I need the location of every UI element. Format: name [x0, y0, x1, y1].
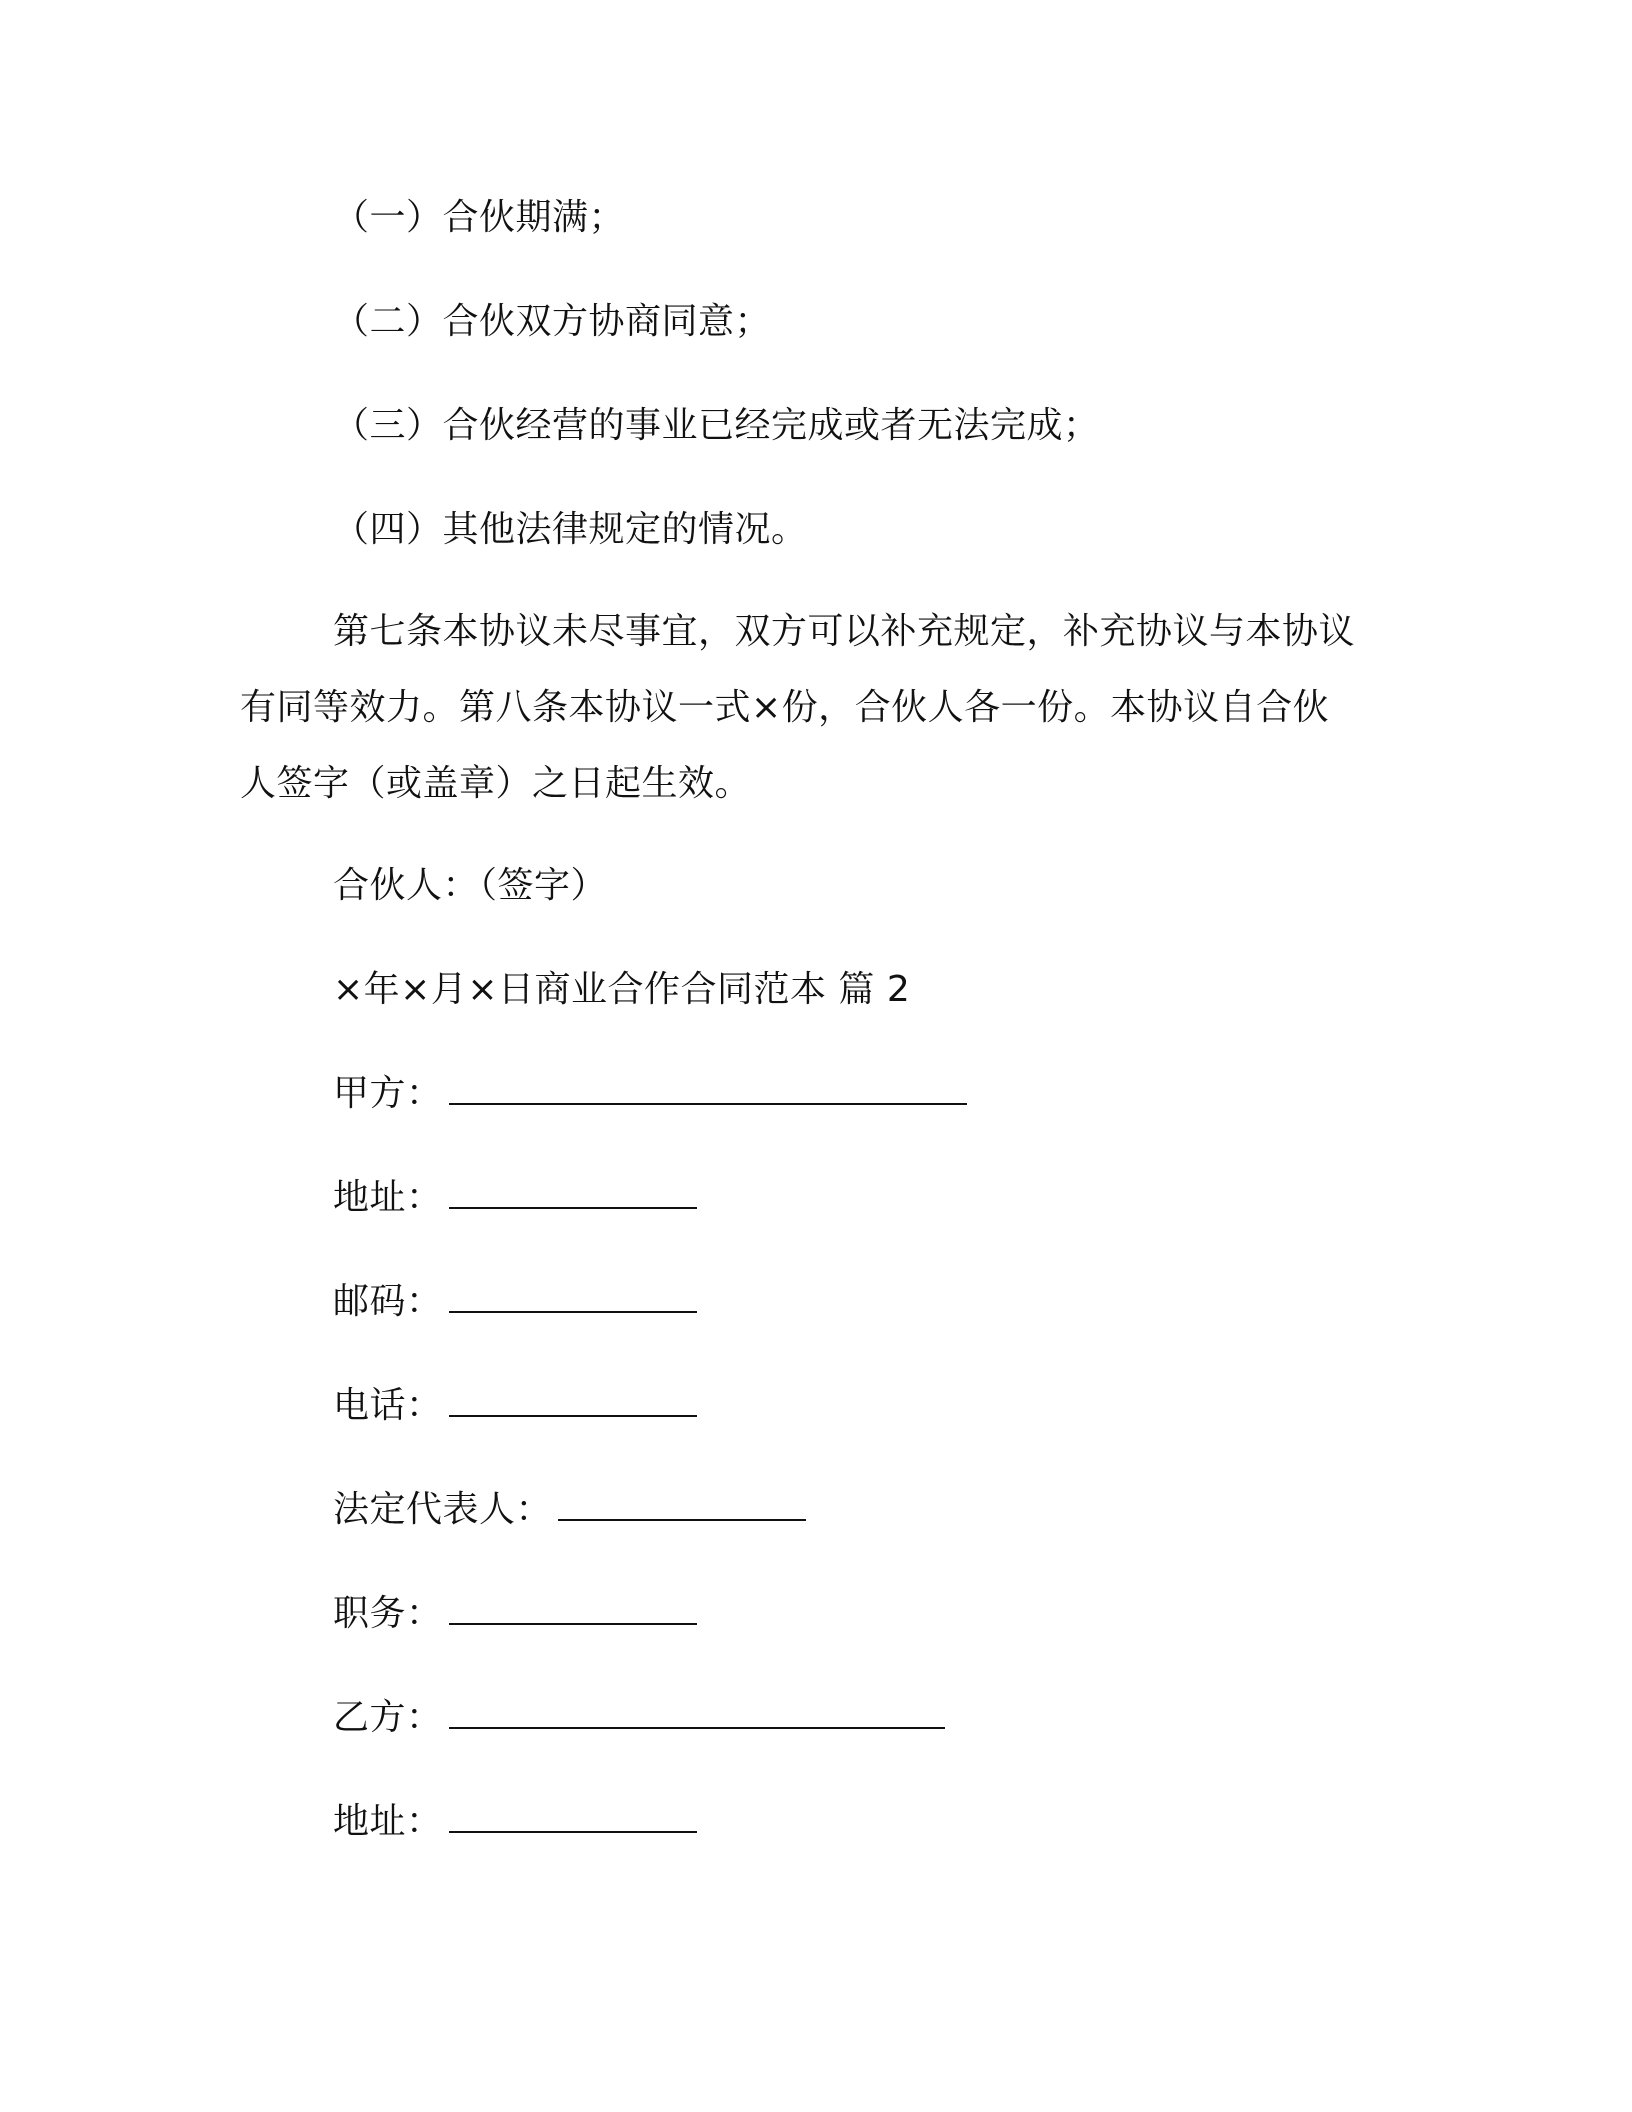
article-7-line-1: 第七条本协议未尽事宜，双方可以补充规定，补充协议与本协议	[333, 611, 1356, 652]
field-address-1	[333, 1176, 697, 1220]
date-title: ×年×月×日商业合作合同范本 篇 2	[333, 969, 911, 1010]
phone-blank	[449, 1387, 697, 1417]
article-7-line-3: 人签字（或盖章）之日起生效。	[240, 763, 752, 804]
position-blank	[449, 1595, 697, 1625]
postcode-blank	[449, 1283, 697, 1313]
list-item-1: （一）合伙期满；	[333, 197, 626, 238]
field-address-1-label: 地址：	[333, 1177, 443, 1218]
field-party-a-label: 甲方：	[333, 1073, 443, 1114]
party-a-blank	[449, 1075, 967, 1105]
list-item-2: （二）合伙双方协商同意；	[333, 301, 772, 342]
field-address-2	[333, 1800, 697, 1844]
list-item-4: （四）其他法律规定的情况。	[333, 509, 808, 550]
address-1-blank	[449, 1179, 697, 1209]
field-legal-rep-label: 法定代表人：	[333, 1489, 553, 1530]
field-phone	[333, 1384, 697, 1428]
field-party-a	[333, 1072, 967, 1116]
field-position-label: 职务：	[333, 1593, 443, 1634]
partner-signature: 合伙人：（签字）	[333, 865, 608, 906]
article-7-line-2: 有同等效力。第八条本协议一式×份，合伙人各一份。本协议自合伙	[240, 687, 1330, 728]
field-party-b	[333, 1696, 945, 1740]
field-party-b-label: 乙方：	[333, 1697, 443, 1738]
address-2-blank	[449, 1803, 697, 1833]
field-address-2-label: 地址：	[333, 1801, 443, 1842]
field-position	[333, 1592, 697, 1636]
field-legal-rep	[333, 1488, 806, 1532]
field-phone-label: 电话：	[333, 1385, 443, 1426]
field-postcode-label: 邮码：	[333, 1281, 443, 1322]
party-b-blank	[449, 1699, 945, 1729]
field-postcode	[333, 1280, 697, 1324]
list-item-3: （三）合伙经营的事业已经完成或者无法完成；	[333, 405, 1100, 446]
legal-rep-blank	[558, 1491, 806, 1521]
